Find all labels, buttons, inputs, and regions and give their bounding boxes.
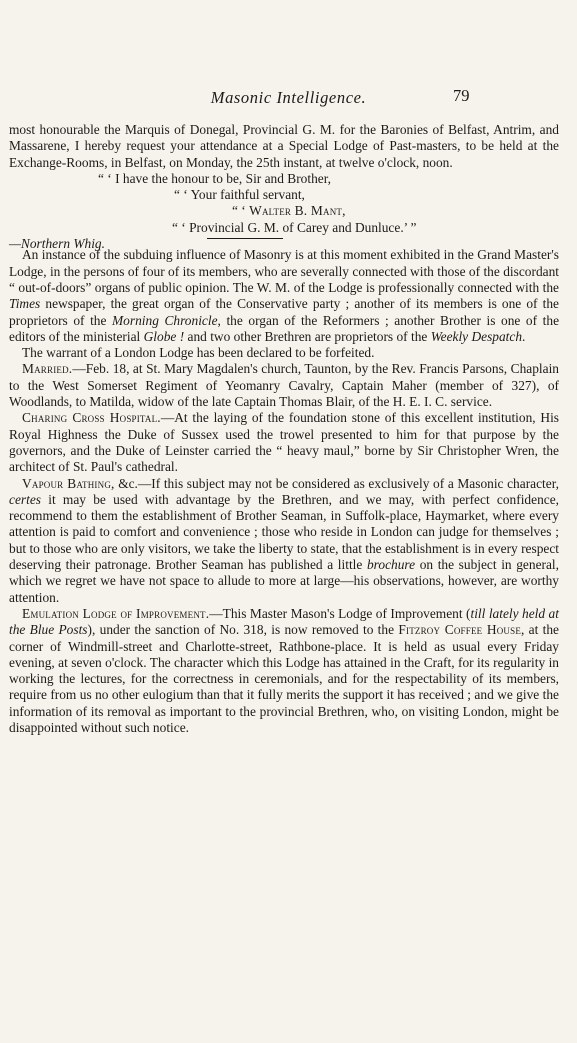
letter-text: most honourable the Marquis of Donegal, Provincial G. M. for the Baronies of Belfast, Antrim, and Massarene, I hereby request your attendance at a Special Lodge of Past-masters, to be held at the Exchange-Rooms, in Belfast, on Monday, the 25th instant, at twelve o'clock, noon. [9, 122, 559, 170]
page-body [9, 122, 559, 736]
letter-servant-line: “ ‘ Your faithful servant, [174, 187, 305, 203]
married-heading: Married. [22, 361, 73, 377]
running-title: Masonic Intelligence. [210, 88, 367, 107]
paragraph-married: Married.—Feb. 18, at St. Mary Magdalen's church, Taunton, by the Rev. Francis Parsons, Chaplain to the West Somerset Regiment of Yeomanry Cavalry, Captain Maher (member of 327), of Woodlands, to Matilda, widow of the late Captain Thomas Blair, of the H. E. I. C. service. [9, 361, 559, 410]
times-title: Times [9, 296, 41, 312]
vapour-bathing-heading: Vapour Bathing, [22, 475, 115, 491]
source-credit: —Northern Whig. [9, 236, 105, 252]
paragraph-vapour-bathing: Vapour Bathing, &c.—If this subject may not be considered as exclusively of a Masonic character, certes it may be used with advantage by the Brethren, and we may, with perfect confidence, recommend to them the establishment of Brother Seaman, in Suffolk-place, Haymarket, where every attention is paid to comfort and convenience ; those who reside in London can judge for themselves ; but to those who are only visitors, we take the liberty to state, that the establishment is in every respect deserving their patronage. Brother Seaman has published a little brochure on the subject in general, which we regret we have not space to allude to more at large—his observations, however, are worthy attention. [9, 475, 559, 605]
signature-name: Walter B. Mant, [249, 203, 346, 219]
signature-quote-marks: “ ‘ [232, 203, 250, 219]
paragraph-warrant: The warrant of a London Lodge has been declared to be forfeited. [22, 345, 375, 361]
paragraph-emulation-lodge: Emulation Lodge of Improvement.—This Master Mason's Lodge of Improvement (till lately held at the Blue Posts), under the sanction of No. 318, is now removed to the Fitzroy Coffee House, at the corner of Windmill-street and Charlotte-street, Rathbone-place. It is held as usual every Friday evening, at seven o'clock. The character which this Lodge has attained in the Craft, for its regularity in working the lectures, for the correctness in ceremonials, and for the respectability of its members, require from us no other eulogium than that it fully merits the support it has received ; and we give the information of its removal as important to the provincial Brethren, who, on visiting London, might be disappointed without such notice. [9, 605, 559, 735]
paragraph-subduing-influence: An instance of the subduing influence of Masonry is at this moment exhibited in the Grand Master's Lodge, in the persons of four of its members, who are severally connected with those of the discordant “ out-of-doors” organs of public opinion. The W. M. of the Lodge is professionally connected with the Times newspaper, the great organ of the Conservative party ; another of its members is one of the proprietors of the Morning Chronicle, the organ of the Reformers ; another Brother is one of the editors of the ministerial Globe ! and two other Brethren are proprietors of the Weekly Despatch. [9, 247, 560, 344]
chronicle-title: Morning Chronicle [112, 312, 218, 328]
despatch-title: Weekly Despatch [430, 328, 523, 344]
letter-signature [9, 203, 559, 219]
letter-title-line: “ ‘ Provincial G. M. of Carey and Dunluce.’ ” [172, 219, 417, 235]
charing-cross-heading: Charing Cross Hospital. [22, 410, 161, 426]
paragraph-charing-cross: Charing Cross Hospital.—At the laying of the foundation stone of this excellent institution, His Royal Highness the Duke of Sussex used the trowel presented to him for that purpose by the governors, and the Duke of Leinster carried the “ heavy maul,” borne by Sir Christopher Wren, the architect of St. Paul's cathedral. [9, 410, 560, 475]
page-number: 79 [453, 86, 470, 105]
section-divider [207, 238, 283, 239]
globe-title: Globe ! [143, 328, 185, 344]
emulation-lodge-heading: Emulation Lodge of Improvement. [22, 605, 210, 621]
fitzroy-coffee-house: Fitzroy Coffee House [398, 622, 522, 638]
letter-closing-line: “ ‘ I have the honour to be, Sir and Brother, [98, 170, 331, 186]
